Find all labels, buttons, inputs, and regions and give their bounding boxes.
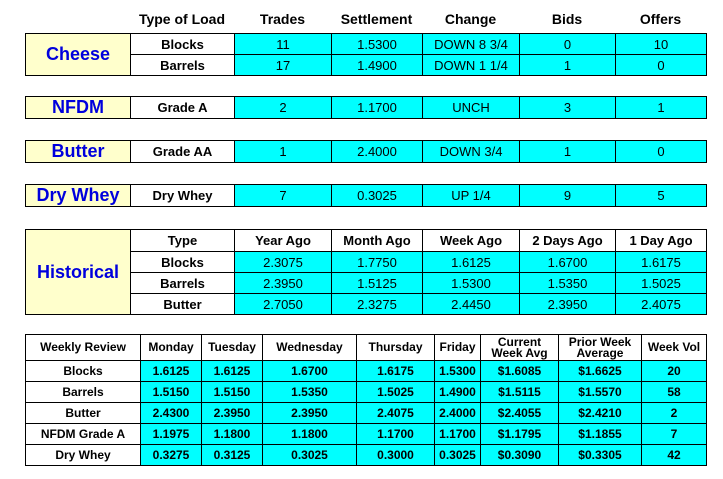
- cheese-blocks-settlement: 1.5300: [332, 34, 423, 55]
- weekly-cell: 0.3025: [435, 445, 481, 466]
- weekly-cell: 1.4900: [435, 382, 481, 403]
- weekly-header-thursday: Thursday: [357, 335, 435, 361]
- nfdm-change: UNCH: [423, 97, 520, 119]
- historical-cell: 1.7750: [332, 252, 423, 273]
- butter-trades: 1: [235, 141, 332, 163]
- weekly-cell: 20: [642, 361, 707, 382]
- weekly-review-table: [25, 334, 707, 466]
- weekly-header-review: Weekly Review: [26, 335, 141, 361]
- weekly-cell: 1.6125: [141, 361, 202, 382]
- historical-cell: 1.5025: [616, 273, 707, 294]
- weekly-cell: 1.1800: [263, 424, 357, 445]
- nfdm-label: NFDM: [26, 97, 131, 119]
- weekly-cell: 1.1975: [141, 424, 202, 445]
- historical-cell: 2.4450: [423, 294, 520, 315]
- historical-cell: 1.5350: [520, 273, 616, 294]
- dry-whey-bids: 9: [520, 185, 616, 207]
- weekly-cell: 1.5025: [357, 382, 435, 403]
- nfdm-type: Grade A: [131, 97, 235, 119]
- butter-table: [25, 140, 707, 163]
- cheese-barrels-offers: 0: [616, 55, 707, 76]
- dry-whey-table: [25, 184, 707, 207]
- nfdm-table: [25, 96, 707, 119]
- cheese-blocks-offers: 10: [616, 34, 707, 55]
- historical-cell: 1.6700: [520, 252, 616, 273]
- cheese-barrels-trades: 17: [235, 55, 332, 76]
- historical-header-2-days-ago: 2 Days Ago: [520, 230, 616, 252]
- weekly-cell: 1.5150: [202, 382, 263, 403]
- weekly-cell: 2.3950: [202, 403, 263, 424]
- weekly-row-label: Blocks: [26, 361, 141, 382]
- cheese-blocks-bids: 0: [520, 34, 616, 55]
- weekly-cell: 2.4300: [141, 403, 202, 424]
- historical-header-month-ago: Month Ago: [332, 230, 423, 252]
- weekly-cell: 1.5150: [141, 382, 202, 403]
- weekly-cell: 0.3025: [263, 445, 357, 466]
- historical-cell: 2.3950: [235, 273, 332, 294]
- weekly-cell: $1.5115: [481, 382, 559, 403]
- dry-whey-label: Dry Whey: [26, 185, 131, 207]
- header-settlement: Settlement: [340, 11, 413, 27]
- historical-label: Historical: [26, 230, 131, 315]
- historical-header-year-ago: Year Ago: [235, 230, 332, 252]
- weekly-header-monday: Monday: [141, 335, 202, 361]
- historical-header-type: Type: [131, 230, 235, 252]
- weekly-row-label: Barrels: [26, 382, 141, 403]
- cheese-blocks-change: DOWN 8 3/4: [423, 34, 520, 55]
- header-trades: Trades: [259, 11, 306, 27]
- cheese-barrels-change: DOWN 1 1/4: [423, 55, 520, 76]
- butter-type: Grade AA: [131, 141, 235, 163]
- header-bids: Bids: [551, 11, 583, 27]
- weekly-cell: $1.6625: [559, 361, 642, 382]
- nfdm-trades: 2: [235, 97, 332, 119]
- historical-cell: 1.5300: [423, 273, 520, 294]
- weekly-cell: 1.5300: [435, 361, 481, 382]
- nfdm-offers: 1: [616, 97, 707, 119]
- cheese-barrels-settlement: 1.4900: [332, 55, 423, 76]
- weekly-cell: 1.6125: [202, 361, 263, 382]
- weekly-row-label: Dry Whey: [26, 445, 141, 466]
- weekly-cell: 2: [642, 403, 707, 424]
- weekly-cell: 1.6700: [263, 361, 357, 382]
- historical-row-type: Blocks: [131, 252, 235, 273]
- dry-whey-settlement: 0.3025: [332, 185, 423, 207]
- weekly-header-week-vol: Week Vol: [642, 335, 707, 361]
- weekly-header-current-avg: Current Week Avg: [481, 335, 559, 361]
- weekly-cell: $1.1855: [559, 424, 642, 445]
- weekly-cell: $1.5570: [559, 382, 642, 403]
- historical-cell: 2.7050: [235, 294, 332, 315]
- historical-cell: 2.4075: [616, 294, 707, 315]
- weekly-cell: 7: [642, 424, 707, 445]
- weekly-cell: $2.4055: [481, 403, 559, 424]
- dry-whey-trades: 7: [235, 185, 332, 207]
- historical-table: [25, 229, 707, 315]
- cheese-label: Cheese: [26, 34, 131, 76]
- historical-row-type: Barrels: [131, 273, 235, 294]
- weekly-cell: 0.3125: [202, 445, 263, 466]
- weekly-cell: 1.1800: [202, 424, 263, 445]
- weekly-cell: 0.3000: [357, 445, 435, 466]
- historical-header-1-day-ago: 1 Day Ago: [616, 230, 707, 252]
- butter-settlement: 2.4000: [332, 141, 423, 163]
- weekly-cell: 1.6175: [357, 361, 435, 382]
- weekly-row-label: NFDM Grade A: [26, 424, 141, 445]
- weekly-cell: 1.1700: [357, 424, 435, 445]
- weekly-header-prior-avg: Prior Week Average: [559, 335, 642, 361]
- header-type-of-load: Type of Load: [138, 11, 226, 27]
- weekly-cell: $2.4210: [559, 403, 642, 424]
- historical-cell: 2.3075: [235, 252, 332, 273]
- dry-whey-type: Dry Whey: [131, 185, 235, 207]
- historical-cell: 1.5125: [332, 273, 423, 294]
- header-offers: Offers: [639, 11, 682, 27]
- butter-bids: 1: [520, 141, 616, 163]
- butter-change: DOWN 3/4: [423, 141, 520, 163]
- butter-offers: 0: [616, 141, 707, 163]
- cheese-blocks-type: Blocks: [131, 34, 235, 55]
- historical-row-type: Butter: [131, 294, 235, 315]
- nfdm-bids: 3: [520, 97, 616, 119]
- weekly-cell: $1.6085: [481, 361, 559, 382]
- weekly-cell: $0.3305: [559, 445, 642, 466]
- weekly-cell: $0.3090: [481, 445, 559, 466]
- butter-label: Butter: [26, 141, 131, 163]
- historical-cell: 1.6175: [616, 252, 707, 273]
- nfdm-settlement: 1.1700: [332, 97, 423, 119]
- historical-header-week-ago: Week Ago: [423, 230, 520, 252]
- dry-whey-change: UP 1/4: [423, 185, 520, 207]
- weekly-header-friday: Friday: [435, 335, 481, 361]
- historical-cell: 1.6125: [423, 252, 520, 273]
- weekly-cell: $1.1795: [481, 424, 559, 445]
- weekly-cell: 0.3275: [141, 445, 202, 466]
- weekly-header-wednesday: Wednesday: [263, 335, 357, 361]
- weekly-header-tuesday: Tuesday: [202, 335, 263, 361]
- historical-cell: 2.3950: [520, 294, 616, 315]
- weekly-cell: 2.3950: [263, 403, 357, 424]
- weekly-cell: 42: [642, 445, 707, 466]
- dry-whey-offers: 5: [616, 185, 707, 207]
- cheese-barrels-bids: 1: [520, 55, 616, 76]
- weekly-cell: 1.1700: [435, 424, 481, 445]
- cheese-blocks-trades: 11: [235, 34, 332, 55]
- header-change: Change: [444, 11, 497, 27]
- weekly-cell: 58: [642, 382, 707, 403]
- weekly-cell: 1.5350: [263, 382, 357, 403]
- weekly-cell: 2.4000: [435, 403, 481, 424]
- historical-cell: 2.3275: [332, 294, 423, 315]
- weekly-cell: 2.4075: [357, 403, 435, 424]
- cheese-table: [25, 33, 707, 76]
- cheese-barrels-type: Barrels: [131, 55, 235, 76]
- weekly-row-label: Butter: [26, 403, 141, 424]
